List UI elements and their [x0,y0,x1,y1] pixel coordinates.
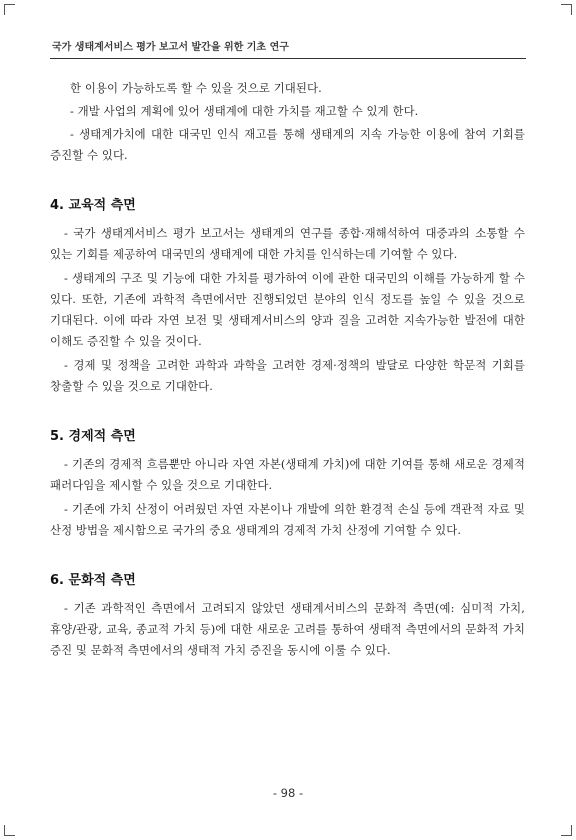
section-5-paragraph-2: - 기존에 가치 산정이 어려웠던 자연 자본이나 개발에 의한 환경적 손실 등에 객관적 자료 및 산정 방법을 제시함으로 국가의 중요 생태계의 경제적 가치 산정에 기여할 수 있다. [50,502,525,537]
section-4-paragraph-1: - 국가 생태계서비스 평가 보고서는 생태계의 연구를 종합·재해석하여 대중과의 소통할 수 있는 기회를 제공하여 대국민의 생태계에 대한 가치를 인식하는데 기여할 수 있다. [50,226,525,261]
crop-mark-top-right [561,4,572,15]
section-4-paragraph-2: - 생태계의 구조 및 기능에 대한 가치를 평가하여 이에 관한 대국민의 이해를 가능하게 할 수 있다. 또한, 기존에 과학적 측면에서만 진행되었던 분야의 인식 정도를 높일 수 있을 것으로 기대된다. 이에 따라 자연 보전 및 생태계서비스의 양과 질을 고려한 지속가능한 발전에 대한 이해도 증진할 수 있을 것이다. [50,271,525,348]
section-5-paragraph-1: - 기존의 경제적 흐름뿐만 아니라 자연 자본(생태계 가치)에 대한 기여를 통해 새로운 경제적 패러다임을 제시할 수 있을 것으로 기대한다. [50,457,525,492]
intro-paragraph-1: 한 이용이 가능하도록 할 수 있을 것으로 기대된다. [70,81,322,95]
section-4-paragraph-3: - 경제 및 정책을 고려한 과학과 과학을 고려한 경제·정책의 발달로 다양한 학문적 기회를 창출할 수 있을 것으로 기대한다. [50,358,525,393]
page-number: - 98 - [272,786,304,800]
section-6-heading: 6. 문화적 측면 [50,573,136,588]
section-6-paragraph-1: - 기존 과학적인 측면에서 고려되지 않았던 생태계서비스의 문화적 측면(예: 심미적 가치, 휴양/관광, 교육, 종교적 가치 등)에 대한 새로운 고려를 통하여 생태적 측면에서의 문화적 가치 증진 및 문화적 측면에서의 생태적 가치 증진을 동시에 이룰 수 있다. [50,601,525,657]
crop-mark-bottom-left [4,825,15,836]
running-header: 국가 생태계서비스 평가 보고서 발간을 위한 기초 연구 [52,42,289,53]
page-body [50,78,525,664]
crop-mark-bottom-right [561,825,572,836]
intro-paragraph-2: - 개발 사업의 계획에 있어 생태계에 대한 가치를 재고할 수 있게 한다. [70,104,419,118]
section-5-heading: 5. 경제적 측면 [50,429,136,444]
header-rule [50,58,526,59]
crop-mark-top-left [4,4,15,15]
intro-paragraph-3: - 생태계가치에 대한 대국민 인식 재고를 통해 생태계의 지속 가능한 이용에 참여 기회를 증진할 수 있다. [50,127,525,162]
section-4-heading: 4. 교육적 측면 [50,198,136,213]
